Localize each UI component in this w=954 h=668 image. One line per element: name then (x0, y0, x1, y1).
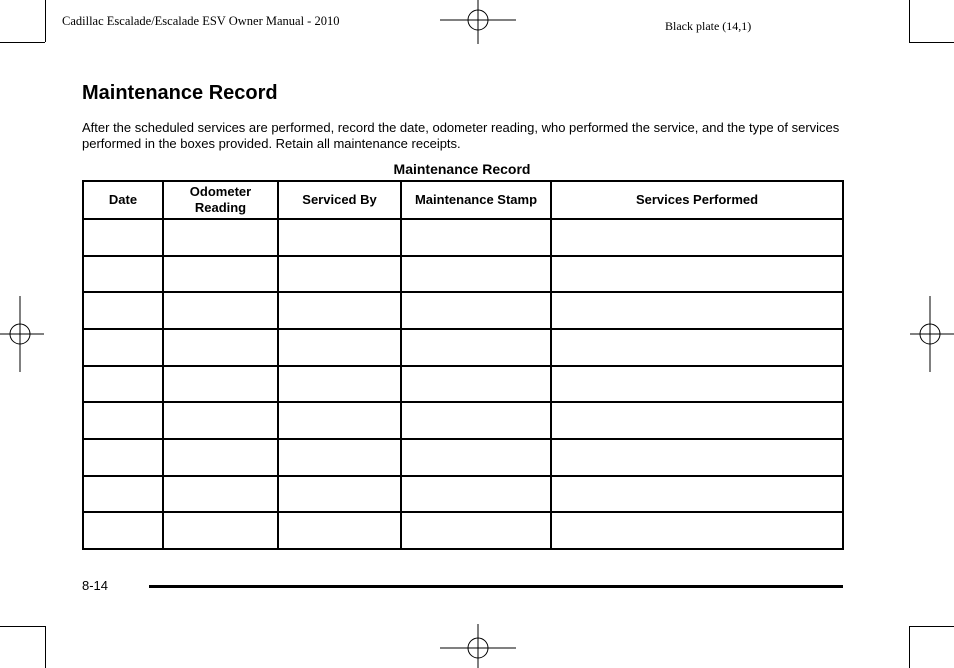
table-cell (551, 476, 843, 513)
column-header-odometer-label: Odometer Reading (189, 184, 252, 215)
table-cell (278, 402, 401, 439)
table-cell (278, 476, 401, 513)
table-cell (278, 292, 401, 329)
registration-mark-icon (910, 296, 954, 372)
crop-mark (0, 626, 45, 627)
page-number: 8-14 (82, 578, 109, 593)
table-cell (83, 402, 163, 439)
table-cell (83, 292, 163, 329)
crop-mark (45, 626, 46, 668)
crop-mark (909, 42, 954, 43)
table-cell (83, 512, 163, 549)
table-cell (83, 256, 163, 293)
registration-mark-icon (440, 0, 516, 44)
table-cell (401, 476, 551, 513)
table-cell (551, 366, 843, 403)
table-cell (551, 256, 843, 293)
column-header-maintenance-stamp: Maintenance Stamp (401, 181, 551, 219)
table-cell (83, 476, 163, 513)
table-cell (163, 219, 278, 256)
table-row (83, 476, 843, 513)
table-cell (551, 329, 843, 366)
crop-mark (909, 0, 910, 42)
table-cell (401, 329, 551, 366)
table-row (83, 439, 843, 476)
table-row (83, 329, 843, 366)
crop-mark (909, 626, 910, 668)
table-cell (551, 402, 843, 439)
maintenance-record-table (82, 180, 844, 550)
column-header-date: Date (83, 181, 163, 219)
table-cell (278, 512, 401, 549)
crop-mark (0, 42, 45, 43)
table-cell (278, 219, 401, 256)
table-cell (163, 256, 278, 293)
table-cell (278, 439, 401, 476)
intro-paragraph: After the scheduled services are performed, record the date, odometer reading, who performed the service, and the type of services performed in the boxes provided. Retain all maintenance receipts. (82, 120, 840, 151)
table-cell (551, 292, 843, 329)
manual-title: Cadillac Escalade/Escalade ESV Owner Manual - 2010 (62, 14, 340, 28)
table-cell (163, 439, 278, 476)
table-cell (401, 439, 551, 476)
crop-mark (909, 626, 954, 627)
crop-mark (45, 0, 46, 42)
table-body (83, 219, 843, 549)
table-cell (83, 329, 163, 366)
table-cell (551, 439, 843, 476)
table-row (83, 292, 843, 329)
table-cell (401, 292, 551, 329)
table-cell (401, 402, 551, 439)
table-cell (278, 366, 401, 403)
table-row (83, 512, 843, 549)
table-caption: Maintenance Record (393, 161, 531, 177)
table-cell (401, 366, 551, 403)
table-row (83, 219, 843, 256)
table-cell (401, 256, 551, 293)
table-cell (401, 219, 551, 256)
table-row (83, 366, 843, 403)
plate-label: Black plate (14,1) (665, 19, 752, 33)
column-header-serviced-by: Serviced By (278, 181, 401, 219)
table-cell (278, 256, 401, 293)
table-cell (401, 512, 551, 549)
registration-mark-icon (440, 624, 516, 668)
table-row (83, 256, 843, 293)
table-cell (83, 439, 163, 476)
table-cell (551, 512, 843, 549)
footer-rule (149, 585, 843, 588)
table-row (83, 402, 843, 439)
column-header-services-performed: Services Performed (551, 181, 843, 219)
table-cell (278, 329, 401, 366)
table-cell (83, 219, 163, 256)
column-header-odometer (163, 181, 278, 219)
table-header-row (83, 181, 843, 219)
table-cell (163, 366, 278, 403)
page-title: Maintenance Record (82, 82, 278, 104)
table-cell (551, 219, 843, 256)
registration-mark-icon (0, 296, 44, 372)
table-cell (83, 366, 163, 403)
table-cell (163, 476, 278, 513)
table-cell (163, 402, 278, 439)
table-cell (163, 512, 278, 549)
table-cell (163, 329, 278, 366)
table-cell (163, 292, 278, 329)
